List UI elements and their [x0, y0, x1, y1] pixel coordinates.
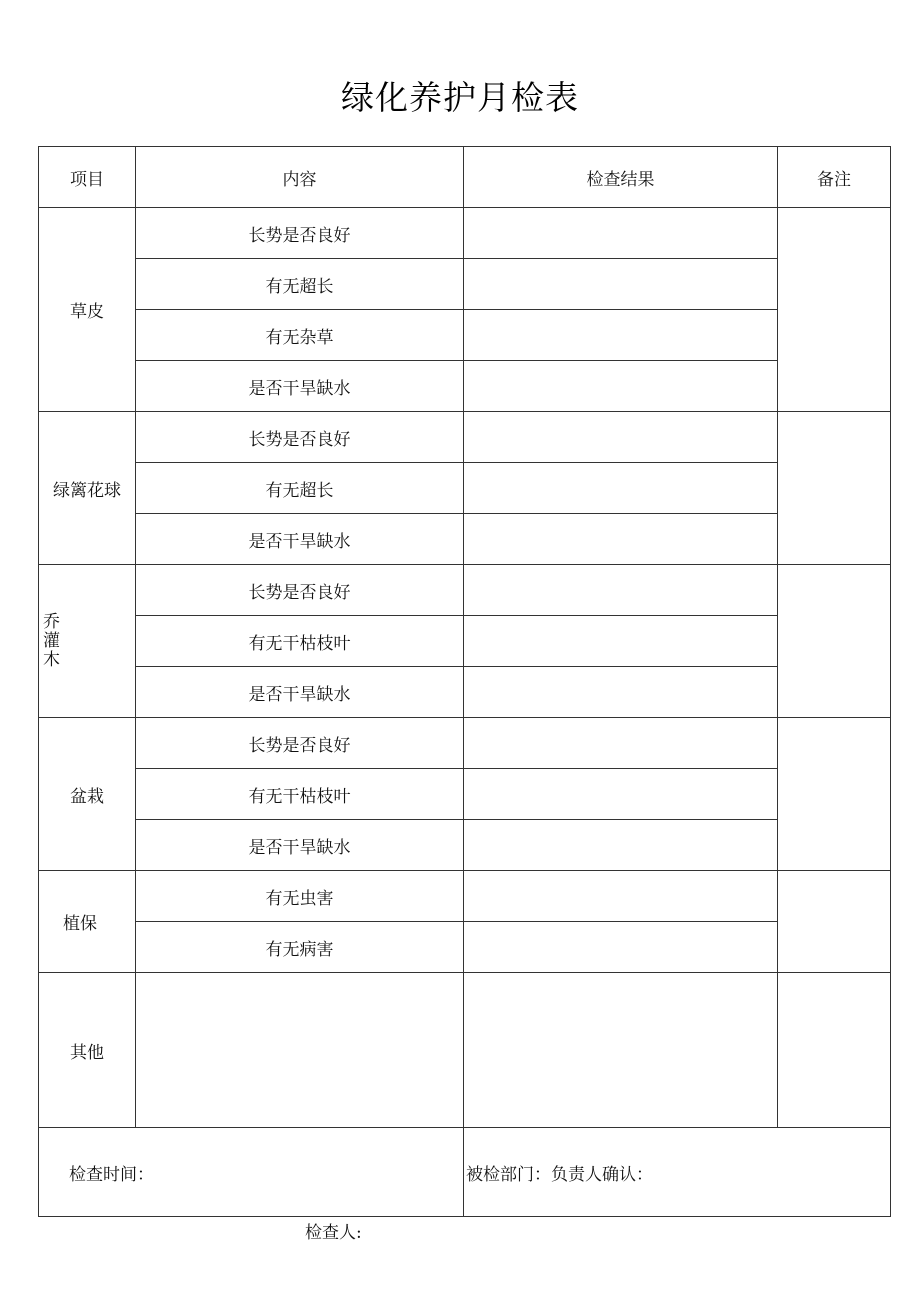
- item-content: 有无虫害: [136, 871, 464, 922]
- remarks-cell[interactable]: [778, 208, 891, 412]
- result-cell[interactable]: [464, 871, 778, 922]
- group-label-char: 木: [43, 649, 60, 670]
- result-cell[interactable]: [464, 769, 778, 820]
- header-content: 内容: [136, 147, 464, 208]
- result-cell[interactable]: [464, 718, 778, 769]
- group-label-potted: 盆栽: [39, 718, 136, 871]
- group-label-other: 其他: [39, 973, 136, 1128]
- result-cell[interactable]: [464, 463, 778, 514]
- result-cell[interactable]: [464, 361, 778, 412]
- item-content: 长势是否良好: [136, 412, 464, 463]
- item-content: 是否干旱缺水: [136, 361, 464, 412]
- table-row: [39, 208, 891, 259]
- group-label-char: 灌: [43, 630, 60, 651]
- result-cell[interactable]: [464, 565, 778, 616]
- inspection-table: [38, 146, 891, 1217]
- remarks-cell[interactable]: [778, 718, 891, 871]
- table-row: [39, 310, 891, 361]
- result-cell[interactable]: [464, 973, 778, 1128]
- other-content-cell[interactable]: [136, 973, 464, 1128]
- result-cell[interactable]: [464, 922, 778, 973]
- group-label-char: 乔: [43, 611, 60, 632]
- result-cell[interactable]: [464, 820, 778, 871]
- item-content: 长势是否良好: [136, 565, 464, 616]
- remarks-cell[interactable]: [778, 565, 891, 718]
- item-content: 是否干旱缺水: [136, 514, 464, 565]
- header-row: [39, 147, 891, 208]
- result-cell[interactable]: [464, 310, 778, 361]
- table-row: [39, 820, 891, 871]
- group-label-plant-protection: 植保: [39, 871, 136, 973]
- table-row: [39, 463, 891, 514]
- table-row: [39, 259, 891, 310]
- header-result: 检查结果: [464, 147, 778, 208]
- inspector-label: 检查人:: [305, 1223, 362, 1243]
- item-content: 有无超长: [136, 259, 464, 310]
- item-content: 是否干旱缺水: [136, 667, 464, 718]
- item-content: 长势是否良好: [136, 208, 464, 259]
- table-row: [39, 718, 891, 769]
- item-content: 有无病害: [136, 922, 464, 973]
- table-row: [39, 871, 891, 922]
- table-row: [39, 616, 891, 667]
- table-row: [39, 973, 891, 1128]
- department-confirm-field[interactable]: [464, 1128, 891, 1217]
- department-confirm-label: 被检部门：负责人确认：: [466, 1164, 653, 1185]
- table-row: [39, 667, 891, 718]
- result-cell[interactable]: [464, 667, 778, 718]
- remarks-cell[interactable]: [778, 412, 891, 565]
- group-label-hedge: 绿篱花球: [39, 412, 136, 565]
- table-row: [39, 769, 891, 820]
- result-cell[interactable]: [464, 208, 778, 259]
- item-content: 有无超长: [136, 463, 464, 514]
- table-row: [39, 922, 891, 973]
- inspection-time-field[interactable]: [39, 1128, 464, 1217]
- footer-row: [39, 1128, 891, 1217]
- item-content: 有无干枯枝叶: [136, 616, 464, 667]
- table-row: [39, 361, 891, 412]
- group-label-lawn: 草皮: [39, 208, 136, 412]
- item-content: 是否干旱缺水: [136, 820, 464, 871]
- result-cell[interactable]: [464, 616, 778, 667]
- result-cell[interactable]: [464, 259, 778, 310]
- table-row: [39, 514, 891, 565]
- group-label-trees: [39, 565, 136, 718]
- item-content: 有无干枯枝叶: [136, 769, 464, 820]
- item-content: 有无杂草: [136, 310, 464, 361]
- table-row: [39, 565, 891, 616]
- result-cell[interactable]: [464, 514, 778, 565]
- inspection-time-label: 检查时间：: [69, 1164, 154, 1185]
- remarks-cell[interactable]: [778, 871, 891, 973]
- item-content: 长势是否良好: [136, 718, 464, 769]
- table-row: [39, 412, 891, 463]
- result-cell[interactable]: [464, 412, 778, 463]
- remarks-cell[interactable]: [778, 973, 891, 1128]
- header-remarks: 备注: [778, 147, 891, 208]
- header-item: 项目: [39, 147, 136, 208]
- page-title: 绿化养护月检表: [341, 78, 579, 117]
